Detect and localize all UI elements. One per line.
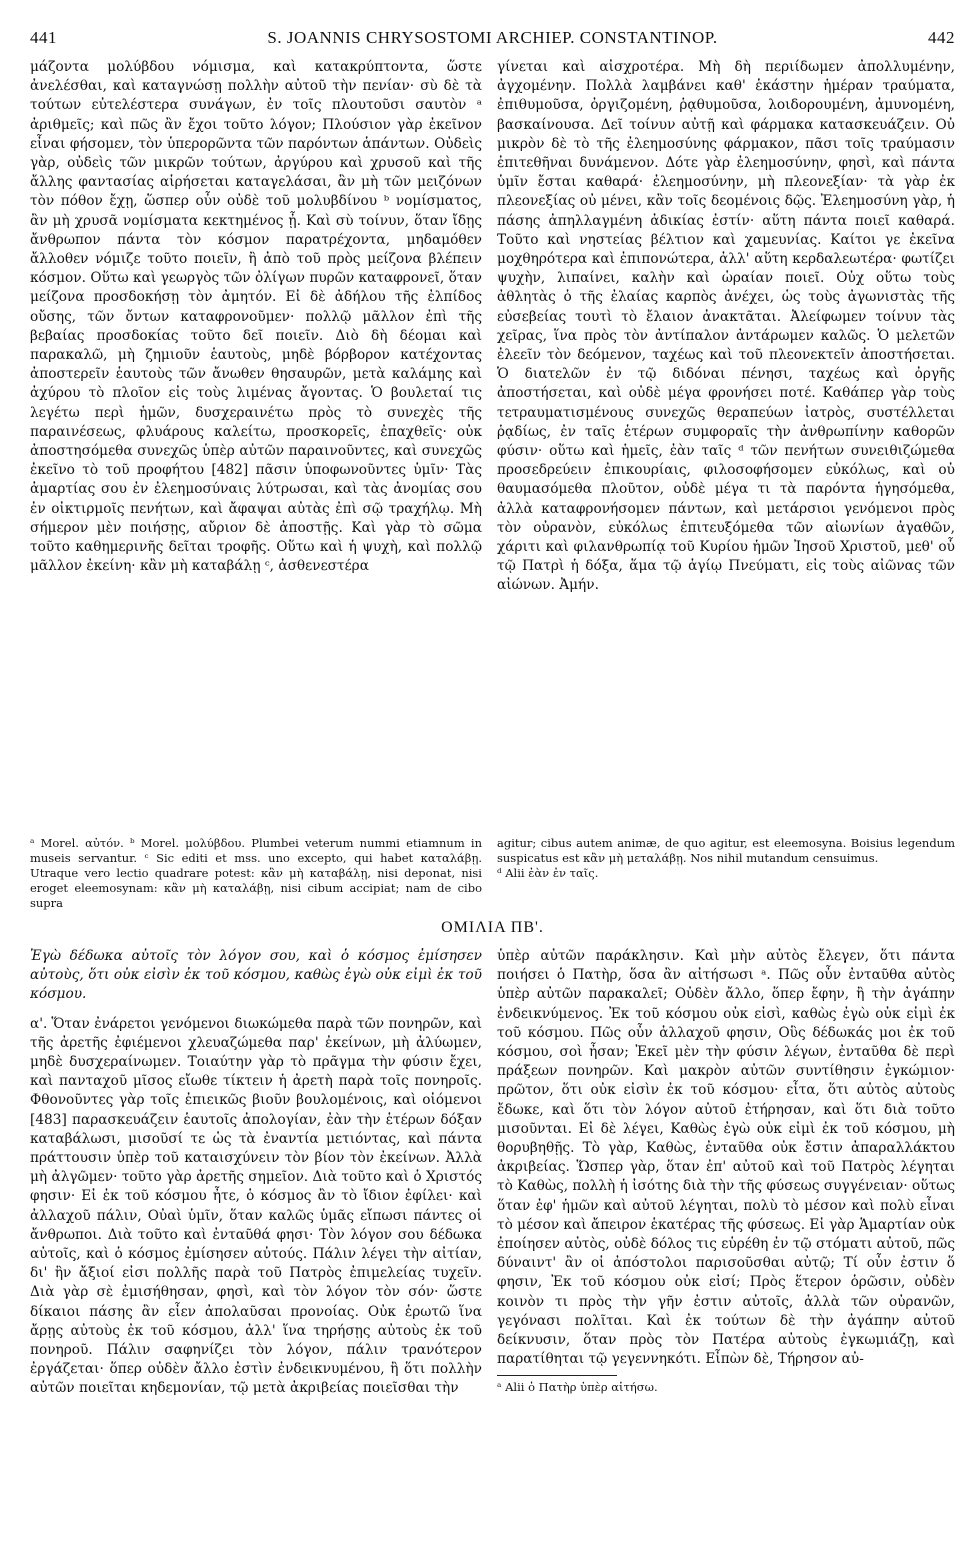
homily-left-text: Ὅταν ἐνάρετοι γενόμενοι διωκώμεθα παρὰ τῶν πονηρῶν, καὶ τῆς ἀρετῆς ἐφιέμενοι χλευαζώμεθα παρ' ἐκείνων, μὴ ἀλύωμεν, μηδὲ δυσχεραίνωμεν. Τοιαύτην γὰρ τὸ πρᾶγμα τὴν φύσιν ἔχει, καὶ πανταχοῦ μῖσος εἴωθε τίκτειν ἡ ἀρετὴ παρὰ τοῖς πονηροῖς. Φθονοῦντες γὰρ τοῖς ἐπιεικῶς βιοῦν βουλομένοις, καὶ οἰόμενοι [483] παρασκευάζειν ἑαυτοῖς ἀπολογίαν, ἐὰν τὴν ἑτέρων δόξαν καταβάλωσι, μισοῦσί τε ὡς τὰ ἐναντία μετιόντας, καὶ πάντα πράττουσιν ὑπὲρ τοῦ καταισχύνειν τὸν βίον τὸν ἐκείνων. Ἀλλὰ μὴ ἀλγῶμεν· τοῦτο γὰρ ἀρετῆς σημεῖον. Διὰ τοῦτο καὶ ὁ Χριστός φησιν· Εἰ ἐκ τοῦ κόσμου ἦτε, ὁ κόσμος ἂν τὸ ἴδιον ἐφίλει· καὶ ἀλλαχοῦ πάλιν, Οὐαὶ ὑμῖν, ὅταν καλῶς ὑμᾶς εἴπωσι πάντες οἱ ἄνθρωποι. Διὰ τοῦτο καὶ ἐνταῦθά φησι· Τὸν λόγον σου δέδωκα αὐτοῖς, καὶ ὁ κόσμος ἐμίσησεν αὐτούς. Πάλιν λέγει τὴν αἰτίαν, δι' ἣν ἄξιοί εἰσι πολλῆς παρὰ τοῦ Πατρὸς ἐπιμελείας τυχεῖν. Διὰ γὰρ σὲ ἐμισήθησαν, φησὶ, καὶ τὸν λόγον τὸν σόν· ὥστε δίκαιοι πάσης ἂν εἶεν ἀπολαῦσαι προνοίας. Οὐκ ἐρωτῶ ἵνα ἄρῃς αὐτοὺς ἐκ τοῦ κόσμου, ἀλλ' ἵνα τηρήσῃς αὐτοὺς ἐκ τοῦ πονηροῦ. Πάλιν σαφηνίζει τὸν λόγον, πάλιν τρανότερον ἐργάζεται· ὅπερ οὐδὲν ἄλλο ἐστὶν ἐνδεικνυμένου, ἢ ὅτι πολλὴν αὐτῶν ποιεῖται κηδεμονίαν, τῷ μετὰ ἀκριβείας ποιεῖσθαι τὴν [30, 1015, 482, 1397]
section-label: α'. [30, 1015, 48, 1032]
running-title: S. JOANNIS CHRYSOSTOMI ARCHIEP. CONSTANTINOP. [267, 28, 718, 47]
top-right-text: γίνεται καὶ αἰσχροτέρα. Μὴ δὴ περιίδωμεν ἀπολλυμένην, ἀγχομένην. Πολλὰ λαμβάνει καθ' ἑκάστην ἡμέραν τραύματα, ἐπιθυμοῦσα, ὀργιζομένη, ῥᾳθυμοῦσα, λοιδορουμένη, ἀμυνομένη, βασκαίνουσα. Δεῖ τοίνυν αὐτῇ καὶ φάρμακα κατασκευάζειν. Οὐ μικρὸν δὲ τὸ τῆς ἐλεημοσύνης φάρμακον, πᾶσι τοῖς τραύμασιν ἐπιτεθῆναι δυνάμενον. Δότε γὰρ ἐλεημοσύνην, φησὶ, καὶ πάντα ὑμῖν ἔσται καθαρά· ἐλεημοσύνην, μὴ πλεονεξίαν· τὰ γὰρ ἐκ πλεονεξίας οὐ μένει, κἂν τοῖς δεομένοις δῷς. Ἐλεημοσύνη γὰρ, ἡ πάσης ἀπηλλαγμένη ἀδικίας ἐστίν· αὕτη πάντα ποιεῖ καθαρά. Τοῦτο καὶ νηστείας βέλτιον καὶ χαμευνίας. Καίτοι γε ἐκεῖνα μοχθηρότερα καὶ ἐπιπονώτερα, ἀλλ' αὕτη κερδαλεωτέρα· φωτίζει ψυχὴν, λιπαίνει, καλὴν καὶ ὡραίαν ποιεῖ. Οὐχ οὕτω τοὺς ἀθλητὰς ὁ τῆς ἐλαίας καρπὸς ἀνέχει, ὡς τοὺς ἀγωνιστὰς τῆς εὐσεβείας τουτὶ τὸ ἔλαιον ἀνακτᾶται. Ἀλείφωμεν τοίνυν τὰς χεῖρας, ἵνα πρὸς τὸν ἀντίπαλον ἀντάρωμεν καλῶς. Ὁ μελετῶν ἐλεεῖν τὸν δεόμενον, ταχέως καὶ τοῦ πλεονεκτεῖν ἀποστήσεται. Ὁ διατελῶν ἐν τῷ διδόναι πένησι, ταχέως καὶ ὀργῆς ἀποστήσεται, καὶ οὐδὲ μέγα φρονήσει ποτέ. Καθάπερ γὰρ τοὺς τετραυματισμένους συνεχῶς θεραπεύων ἰατρὸς, συστέλλεται ῥᾳδίως, ἐν ταῖς ἑτέρων συμφοραῖς τὴν ἀνθρωπίνην καθορῶν φύσιν· οὕτω καὶ ἡμεῖς, ἐὰν ταῖς ᵈ τῶν πενήτων συνειθιζώμεθα προσεδρεύειν ἐπικουρίαις, φιλοσοφήσομεν εὐκόλως, καὶ οὐ θαυμασόμεθα πλοῦτον, οὐδὲ μέγα τι τὰ παρόντα ἡγησόμεθα, ἀλλὰ καταφρονήσομεν πάντων, καὶ μετάρσιοι γενόμενοι πρὸς τὸν οὐρανὸν, εὐκόλως ἐπιτευξόμεθα τῶν αἰωνίων ἀγαθῶν, χάριτι καὶ φιλανθρωπίᾳ τοῦ Κυρίου ἡμῶν Ἰησοῦ Χριστοῦ, μεθ' οὗ τῷ Πατρὶ ἡ δόξα, ἅμα τῷ ἁγίῳ Πνεύματι, εἰς τοὺς αἰῶνας τῶν αἰώνων. Ἀμήν. [497, 59, 955, 594]
top-right-column [497, 58, 955, 836]
homily-footnote: ᵃ Alii ὁ Πατὴρ ὑπὲρ αἰτήσω. [497, 1380, 658, 1395]
footnote-rule [497, 1375, 617, 1376]
footnotes-left [30, 836, 482, 911]
footnote-right-1: agitur; cibus autem animæ, de quo agitur, est eleemosyna. Boisius legendum suspicatus est κἂν μὴ μεταλάβῃ. Nos nihil mutandum censuimus. [497, 836, 955, 865]
homily-left-paragraph [30, 1015, 482, 1399]
homily-right-column [497, 947, 955, 1562]
homily-left-column [30, 947, 482, 1562]
footnotes-right [497, 836, 955, 911]
homily-epigraph: Ἐγὼ δέδωκα αὐτοῖς τὸν λόγον σου, καὶ ὁ κόσμος ἐμίσησεν αὐτοὺς, ὅτι οὐκ εἰσὶν ἐκ τοῦ κόσμου, καθὼς ἐγὼ οὐκ εἰμὶ ἐκ τοῦ κόσμου. [30, 948, 482, 1003]
homily-right-text: ὑπὲρ αὐτῶν παράκλησιν. Καὶ μὴν αὐτὸς ἔλεγεν, ὅτι πάντα ποιήσει ὁ Πατὴρ, ὅσα ἂν αἰτήσωσι ᵃ. Πῶς οὖν ἐνταῦθα αὐτὸς ὑπὲρ αὐτῶν παρακαλεῖ; Οὐδὲν ἄλλο, ὅπερ ἔφην, ἢ τὴν ἀγάπην ἐνδεικνύμενος. Ἐκ τοῦ κόσμου οὐκ εἰσὶ, καθὼς ἐγὼ οὐκ εἰμὶ ἐκ τοῦ κόσμου. Πῶς οὖν ἀλλαχοῦ φησιν, Οὓς δέδωκάς μοι ἐκ τοῦ κόσμου, σοὶ ἦσαν; Ἐκεῖ μὲν τὴν φύσιν λέγων, ἐνταῦθα δὲ περὶ πράξεων πονηρῶν. Καὶ μακρὸν αὐτῶν συντίθησιν ἐγκώμιον· πρῶτον, ὅτι οὐκ εἰσὶν ἐκ τοῦ κόσμου· εἶτα, ὅτι αὐτὸς αὐτοὺς ἔδωκε, καὶ ὅτι τὸν λόγον αὐτοῦ ἐτήρησαν, καὶ ὅτι διὰ τοῦτο μισοῦνται. Εἰ δὲ λέγει, Καθὼς ἐγὼ οὐκ εἰμὶ ἐκ τοῦ κόσμου, μὴ θορυβηθῇς. Τὸ γὰρ, Καθὼς, ἐνταῦθα οὐκ ἔστιν ἀπαραλλάκτου ἀκριβείας. Ὥσπερ γὰρ, ὅταν ἐπ' αὐτοῦ καὶ τοῦ Πατρὸς λέγηται τὸ Καθὼς, πολλὴ ἡ ἰσότης διὰ τὴν τῆς φύσεως συγγένειαν· οὕτως ὅταν ἐφ' ἡμῶν καὶ αὐτοῦ λέγηται, πολὺ τὸ μέσον καὶ πολὺ εἶναι τὸ μέσον καὶ ἄπειρον ἑκατέρας τῆς φύσεως. Εἰ γὰρ Ἁμαρτίαν οὐκ ἐποίησεν αὐτὸς, οὐδὲ δόλος τις εὑρέθη ἐν τῷ στόματι αὐτοῦ, πῶς δύναιντ' ἂν οἱ ἀπόστολοι παρισοῦσθαι αὐτῷ; Τί οὖν ἐστιν ὅ φησιν, Ἐκ τοῦ κόσμου οὐκ εἰσί; Πρὸς ἕτερον ὁρῶσιν, οὐδὲν κοινὸν τι πρὸς τὴν γῆν ἐστιν αὐτοῖς, ἀλλὰ τῶν οὐρανῶν, γεγόνασι πολῖται. Καὶ ἐκ τούτων δὲ τὴν ἀγάπην αὐτοῦ δείκνυσιν, ὅταν πρὸς τὸν Πατέρα αὐτοὺς ἐγκωμιάζῃ, καὶ παρατίθηται τῷ γεγεννηκότι. Εἶπὼν δὲ, Τήρησον αὐ- [497, 948, 955, 1368]
top-left-column [30, 58, 482, 836]
page [30, 28, 955, 1528]
homily-section [30, 947, 955, 1562]
left-page-number: 441 [30, 28, 57, 47]
homily-title: ΟΜΙΛΙΑ ΠΒ'. [441, 919, 544, 936]
footnotes [30, 836, 955, 911]
top-left-text: μάζοντα μολύβδου νόμισμα, καὶ κατακρύπτοντα, ὥστε ἀνελέσθαι, καὶ καταγνώσῃ πολλὴν αὐτοῦ τὴν πενίαν· σὺ δὲ τὰ τούτων εὐτελέστερα συνάγων, ἐν τοῖς πλουτοῦσι σαυτὸν ᵃ ἀριθμεῖς; καὶ πῶς ἂν ἔχοι τοῦτο λόγον; Πλούσιον γὰρ ἐκεῖνον εἶναι φήσομεν, τὸν ὑπερορῶντα τῶν παρόντων ἁπάντων. Οὐδεὶς γὰρ, οὐδεὶς τῶν μικρῶν τούτων, ἀργύρου καὶ χρυσοῦ καὶ τῆς ἄλλης φαντασίας αἱρήσεται καταγελάσαι, ἂν μὴ τῶν μειζόνων τὸν πόθον ἔχῃ, ὥσπερ οὖν οὐδὲ τοῦ μολυβδίνου ᵇ νομίσματος, ἂν μὴ χρυσᾶ νομίσματα κεκτημένος ᾖ. Καὶ σὺ τοίνυν, ὅταν ἴδῃς ἄνθρωπον πάντα τὸν κόσμον παρατρέχοντα, μηδαμόθεν ἄλλοθεν νόμιζε τοῦτο ποιεῖν, ἢ ἀπὸ τοῦ πρὸς μείζονα βλέπειν κόσμον. Οὕτω καὶ γεωργὸς τῶν ὀλίγων πυρῶν καταφρονεῖ, ὅταν μείζονα προσδοκήσῃ τὸν ἀμητόν. Εἰ δὲ ἀδήλου τῆς ἐλπίδος οὔσης, τῶν ὄντων καταφρονοῦμεν· πολλῷ μᾶλλον ἐπὶ τῆς βεβαίας προσδοκίας τοῦτο δεῖ ποιεῖν. Διὸ δὴ δέομαι καὶ παρακαλῶ, μὴ ζημιοῦν ἑαυτοὺς, μηδὲ βόρβορον κατέχοντας ἀποστερεῖν ἑαυτοὺς τῶν ἄνωθεν θησαυρῶν, μετὰ καλάμης καὶ ἀχύρου τὸ πλοῖον εἰς τοὺς λιμένας ἄγοντας. Ὁ βουλεταί τις λεγέτω περὶ ἡμῶν, δυσχεραινέτω πρὸς τὸ συνεχὲς τῆς παραινέσεως, φλυάρους καλείτω, προσκορεῖς, ἐπαχθεῖς· οὐκ ἀποστησόμεθα συνεχῶς ὑπὲρ αὐτῶν παραινοῦντες, καὶ συνεχῶς ἐκεῖνο τὸ τοῦ προφήτου [482] πᾶσιν ὑποφωνοῦντες ὑμῖν· Τὰς ἁμαρτίας σου ἐν ἐλεημοσύναις λύτρωσαι, καὶ τὰς ἀνομίας σου ἐν οἰκτιρμοῖς πενήτων, καὶ ἄφαψαι αὐτὰς ἐπὶ σῷ τραχήλῳ. Μὴ σήμερον μὲν ποιήσῃς, αὔριον δὲ ἀποστῇς. Καὶ γὰρ τὸ σῶμα τοῦτο καθημερινῆς δεῖται τροφῆς. Οὕτω καὶ ἡ ψυχὴ, καὶ πολλῷ μᾶλλον ἐκείνη· κἂν μὴ καταβάλῃ ᶜ, ἀσθενεστέρα [30, 59, 482, 575]
right-page-number: 442 [928, 28, 955, 47]
top-section [30, 58, 955, 836]
footnote-right-2: ᵈ Alii ἐὰν ἐν ταῖς. [497, 866, 599, 880]
running-header [30, 28, 955, 58]
footnote-left-1: ᵃ Morel. αὐτόν. ᵇ Morel. μολύβδου. Plumbei veterum nummi etiamnum in museis servantur. ᶜ Sic editi et mss. uno excepto, qui habet καταλάβῃ. Utraque vero lectio quadrare potest: κἂν μὴ καταβάλῃ, nisi deponat, nisi eroget eleemosynam: κἂν μὴ καταλάβῃ, nisi cibum accipiat; nam de cibo supra [30, 836, 482, 910]
